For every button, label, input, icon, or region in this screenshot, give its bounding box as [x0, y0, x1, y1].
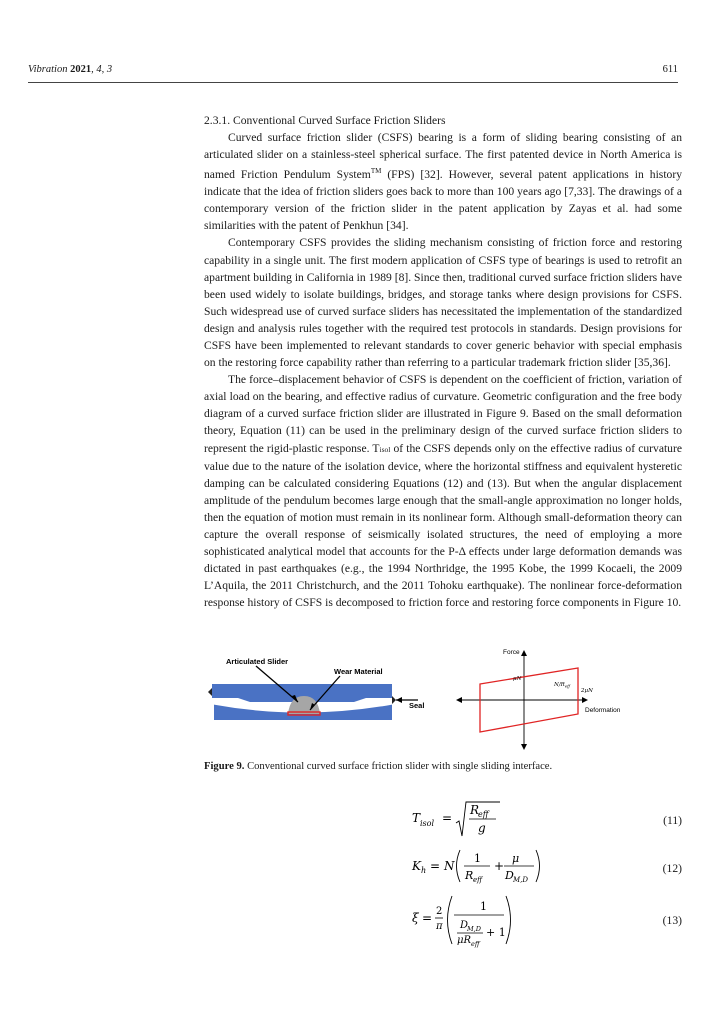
- equation-12: [204, 844, 682, 894]
- equation-13: [204, 890, 682, 948]
- svg-text:M,D: M,D: [513, 876, 529, 884]
- svg-text:=: =: [422, 911, 433, 925]
- section-title: 2.3.1. Conventional Curved Surface Friction Sliders: [204, 114, 446, 127]
- svg-text:h: h: [421, 866, 427, 875]
- svg-text:μ: μ: [512, 852, 520, 865]
- figure-9: [204, 644, 682, 756]
- equation-13-number: (13): [662, 914, 682, 927]
- svg-text:eff: eff: [471, 940, 480, 948]
- label-articulated-slider: Articulated Slider: [226, 657, 289, 666]
- svg-text:μR: μR: [457, 935, 472, 946]
- svg-text:R: R: [465, 869, 474, 882]
- svg-text:=: =: [442, 811, 453, 825]
- equation-12-formula: [408, 844, 558, 888]
- body-text: [204, 112, 682, 611]
- paragraph-1: Curved surface friction slider (CSFS) bearing is a form of sliding bearing consisting of an articulated slider on a stainless-steel spherical surface. The first patented device in North America is named Friction Pendulum System™ (FPS) [32]. However, several patent applications in history indicate that the idea of friction sliders goes back to more than 100 years ago [7,33]. The drawings of a contemporary version of the friction slider in the patent application by Zayas et al. had some similarities with the patent of Penkhun [34].: [204, 131, 682, 233]
- svg-text:1: 1: [480, 900, 487, 913]
- bearing-diagram: [208, 657, 424, 720]
- header-divider: [28, 82, 678, 83]
- equation-11-formula: [408, 796, 518, 842]
- equation-11: [204, 796, 682, 846]
- label-muN: μN: [513, 676, 522, 682]
- journal-citation: Vibration 2021, 4, 3: [28, 64, 113, 75]
- svg-text:g: g: [478, 821, 486, 835]
- axis-label-force: Force: [503, 649, 520, 656]
- svg-text:+ 1: + 1: [486, 926, 506, 939]
- label-wear-material: Wear Material: [334, 667, 383, 676]
- axis-label-deformation: Deformation: [585, 707, 621, 714]
- equation-12-number: (12): [662, 862, 682, 875]
- svg-text:ξ: ξ: [412, 911, 419, 925]
- equation-11-number: (11): [663, 814, 682, 827]
- svg-text:isol: isol: [420, 819, 435, 828]
- svg-text:+: +: [494, 859, 505, 873]
- svg-text:R: R: [470, 803, 480, 817]
- hysteresis-plot: [456, 649, 621, 750]
- label-N-over-Reff: $N/R_{eff}$: [554, 682, 571, 689]
- equation-13-formula: [408, 890, 558, 950]
- svg-text:π: π: [436, 921, 443, 932]
- svg-text:D: D: [460, 920, 469, 931]
- page-header: [28, 64, 678, 80]
- svg-text:2: 2: [436, 906, 443, 917]
- svg-text:T: T: [412, 811, 421, 825]
- label-2muN: 2μN: [581, 688, 593, 694]
- svg-text:=: =: [430, 859, 441, 873]
- paragraph-2: Contemporary CSFS provides the sliding mechanism consisting of friction force and restoring capability in a single unit. The first modern application of CSFS type of bearings is used to retrofit an apartment building in California in 1989 [8]. Since then, traditional curved surface friction sliders have been used widely to isolate buildings, bridges, and storage tanks where design provisions for CSFS. Such widespread use of curved surface sliders has necessitated the implementation of the standardized design and analysis rules together with the required test protocols in standards. Design provisions for CSFS have been implemented to relevant standards to cover generic behavior with special emphasis on the restoring force capability rather than referring to a particular trademark friction slider [35,36].: [204, 236, 682, 370]
- svg-text:N: N: [444, 859, 455, 873]
- svg-text:eff: eff: [478, 810, 489, 819]
- label-seal: Seal: [409, 701, 425, 710]
- page-number: 611: [662, 64, 678, 75]
- svg-text:1: 1: [474, 852, 481, 865]
- svg-text:D: D: [505, 869, 514, 882]
- paragraph-3: The force–displacement behavior of CSFS is dependent on the coefficient of friction, variation of axial load on the bearing, and effective radius of curvature. Geometric configuration and the free body diagram of a curved surface friction slider are illustrated in Figure 9. Based on the small deformation theory, Equation (11) can be used in the preliminary design of the curved surface friction sliders to represent the rigid-plastic response. Tisol of the CSFS depends only on the effective radius of curvature value due to the nature of the isolation device, where the horizontal stiffness and equivalent hysteretic damping can be calculated considering Equations (12) and (13). But when the angular displacement amplitude of the pendulum becomes large enough that the small-angle approximation no longer holds, then the equation of motion must remain in its nonlinear form. Although small-deformation theory can capture the overall response of seismically isolated structures, the need of employing a more sophisticated analytical model that accounts for the P-Δ effects under large deformation demands was dictated in past earthquakes (e.g., the 1994 Northridge, the 1995 Kobe, the 1999 Kocaeli, the 2009 L’Aquila, the 2011 Christchurch, and the 2011 Tohoku earthquake). The nonlinear force-deformation response history of CSFS is decomposed to friction force and restoring force components in Figure 10.: [204, 373, 682, 610]
- svg-text:eff: eff: [473, 876, 483, 884]
- svg-text:M,D: M,D: [467, 925, 481, 933]
- figure-caption: Figure 9. Conventional curved surface friction slider with single sliding interface.: [204, 761, 553, 772]
- svg-text:K: K: [412, 859, 421, 873]
